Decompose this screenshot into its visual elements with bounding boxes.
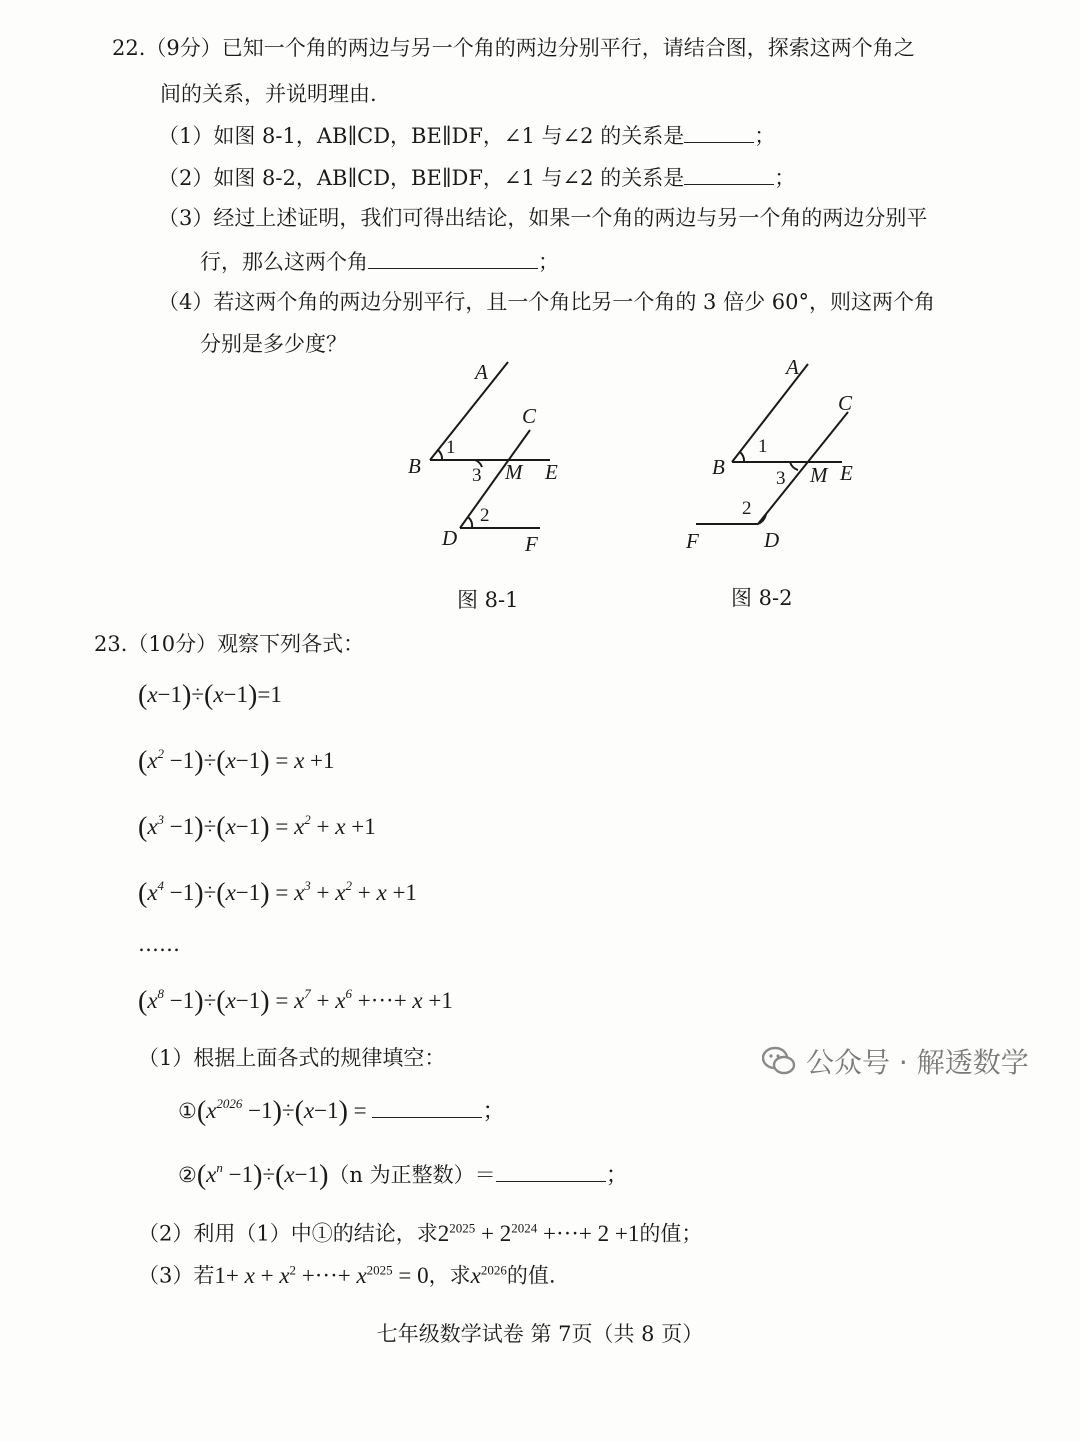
wechat-icon: [762, 1046, 796, 1076]
figure-8-1: [400, 355, 580, 559]
eq-3: $(x^3 -1)\div(x-1) = x^2 + x +1$: [138, 812, 376, 843]
page-footer: 七年级数学试卷 第 7页（共 8 页）: [376, 1322, 704, 1346]
eq-4: $(x^4 -1)\div(x-1) = x^3 + x^2 + x +1$: [138, 878, 417, 909]
fig1-label-F: F: [525, 532, 538, 556]
q22-part3-cont: 行，那么这两个角 ；: [200, 246, 559, 276]
fig1-angle-1: 1: [446, 437, 456, 458]
fig1-label-A: A: [475, 360, 488, 384]
q22-header: 22.（9分）已知一个角的两边与另一个角的两边分别平行，请结合图，探索这两个角之: [112, 36, 915, 60]
fig1-label-E: E: [545, 460, 558, 484]
q22-part4-cont: 分别是多少度？: [200, 332, 347, 356]
q22-header-cont: 间的关系，并说明理由.: [160, 82, 377, 106]
figure-8-2-caption: 图 8-2: [731, 586, 793, 610]
fig2-angle-3: 3: [776, 468, 786, 489]
eq-8: $(x^8 -1)\div(x-1) = x^7 + x^6$ +···+ x +1: [138, 986, 453, 1017]
q23-header: 23.（10分）观察下列各式：: [94, 632, 365, 656]
eq-2: $(x^2 -1)\div(x-1) = x +1$: [138, 746, 335, 777]
q22-part1: （1）如图 8-1，AB∥CD，BE∥DF，∠1 与∠2 的关系是 ；: [158, 120, 775, 150]
fig1-label-M: M: [505, 460, 523, 484]
q22-part2: （2）如图 8-2，AB∥CD，BE∥DF，∠1 与∠2 的关系是 ；: [158, 162, 795, 192]
q22-part3: （3）经过上述证明，我们可得出结论，如果一个角的两边与另一个角的两边分别平: [158, 206, 928, 230]
watermark: 公众号 · 解透数学: [762, 1041, 1029, 1081]
fig2-angle-1: 1: [758, 436, 768, 457]
fig1-label-C: C: [522, 404, 537, 428]
fig2-label-D: D: [764, 528, 780, 552]
q22-part4: （4）若这两个角的两边分别平行，且一个角比另一个角的 3 倍少 60°，则这两个角: [158, 290, 935, 314]
fig2-angle-2: 2: [742, 498, 752, 519]
q23-part2: （2）利用（1）中①的结论，求$2^{2025} + 2^{2024}$ +···+ 2 +1的值；: [138, 1220, 703, 1246]
fig2-label-B: B: [712, 455, 725, 479]
q23-fill-2: $②(x^n -1)\div(x-1)(n$ 为正整数）＝ ；: [178, 1160, 629, 1191]
q23-part3: （3）若$1+ x + x^2$ +···+ $x^{2025} = 0$，求$x^{2026}$的值.: [138, 1262, 556, 1288]
q23-dots: ……: [138, 932, 180, 956]
fig2-label-C: C: [838, 391, 853, 415]
fig1-label-B: B: [408, 454, 421, 478]
fig1-label-D: D: [442, 526, 458, 550]
q23-fill-2-blank[interactable]: [496, 1159, 606, 1182]
fig2-label-M: M: [810, 463, 828, 487]
eq-1: (x−1)÷(x−1)=1: [138, 680, 282, 711]
q22-part1-blank[interactable]: [684, 120, 754, 143]
q22-part2-blank[interactable]: [684, 162, 774, 185]
figure-8-2: [680, 352, 880, 556]
figure-8-1-caption: 图 8-1: [457, 588, 519, 612]
q22-part3-blank[interactable]: [368, 246, 538, 269]
fig1-angle-3: 3: [472, 465, 482, 486]
q23-part1: （1）根据上面各式的规律填空：: [138, 1046, 446, 1070]
q23-fill-1-blank[interactable]: [372, 1095, 482, 1118]
fig2-label-A: A: [786, 355, 799, 379]
fig2-label-F: F: [686, 529, 699, 553]
fig1-angle-2: 2: [480, 505, 490, 526]
fig2-label-E: E: [840, 461, 853, 485]
q23-fill-1: $①(x^{2026} -1)\div(x-1)$ = ；: [178, 1096, 506, 1127]
